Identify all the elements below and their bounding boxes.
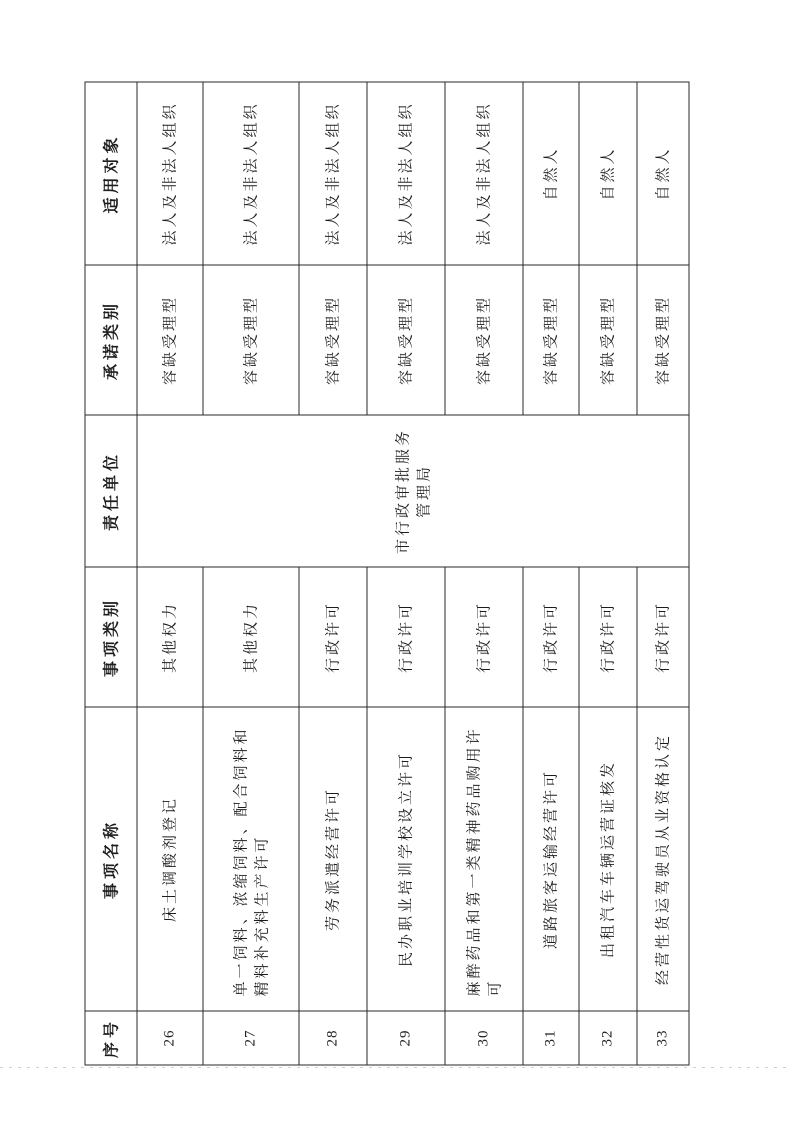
target-cell: 法人及非法人组织 [367,82,445,265]
responsible-unit-cell: 市行政审批服务管理局 [137,415,689,567]
target-cell: 法人及非法人组织 [445,82,523,265]
commit-type-cell: 容缺受理型 [445,265,523,415]
seq-cell: 29 [367,1011,445,1065]
seq-cell: 28 [299,1011,367,1065]
item-type-cell: 行政许可 [445,567,523,707]
seq-cell: 30 [445,1011,523,1065]
commit-type-cell: 容缺受理型 [367,265,445,415]
item-type-cell: 其他权力 [137,567,203,707]
rotated-table-container [84,82,688,1065]
seq-cell: 27 [203,1011,299,1065]
table-row [445,82,523,1065]
item-name-cell: 劳务派遣经营许可 [299,707,367,1011]
seq-cell: 32 [579,1011,637,1065]
table-row [523,82,579,1065]
item-type-cell: 行政许可 [367,567,445,707]
target-cell: 自然人 [637,82,689,265]
target-cell: 自然人 [523,82,579,265]
header-type: 事项类别 [85,567,137,707]
target-cell: 法人及非法人组织 [299,82,367,265]
header-target: 适用对象 [85,82,137,265]
document-table-area [84,82,688,1065]
commit-type-cell: 容缺受理型 [579,265,637,415]
commit-type-cell: 容缺受理型 [203,265,299,415]
item-name-cell: 床土调酸剂登记 [137,707,203,1011]
seq-cell: 31 [523,1011,579,1065]
header-name: 事项名称 [85,707,137,1011]
item-type-cell: 行政许可 [523,567,579,707]
commit-type-cell: 容缺受理型 [523,265,579,415]
seq-cell: 26 [137,1011,203,1065]
table-row [637,82,689,1065]
table-row [299,82,367,1065]
table-row [203,82,299,1065]
item-name-cell: 民办职业培训学校设立许可 [367,707,445,1011]
commitment-items-table [84,81,689,1065]
header-dept: 责任单位 [85,415,137,567]
item-name-cell: 出租汽车车辆运营证核发 [579,707,637,1011]
item-name-cell: 道路旅客运输经营许可 [523,707,579,1011]
scan-dotted-line [0,1067,792,1068]
commit-type-cell: 容缺受理型 [137,265,203,415]
target-cell: 法人及非法人组织 [137,82,203,265]
table-row [367,82,445,1065]
target-cell: 法人及非法人组织 [203,82,299,265]
header-seq: 序号 [85,1011,137,1065]
item-name-cell: 经营性货运驾驶员从业资格认定 [637,707,689,1011]
header-commit: 承诺类别 [85,265,137,415]
commit-type-cell: 容缺受理型 [637,265,689,415]
table-row [579,82,637,1065]
item-type-cell: 行政许可 [299,567,367,707]
seq-cell: 33 [637,1011,689,1065]
table-row [137,82,203,1065]
item-name-cell: 单一饲料、浓缩饲料、配合饲料和精料补充料生产许可 [203,707,299,1011]
item-type-cell: 行政许可 [637,567,689,707]
item-type-cell: 其他权力 [203,567,299,707]
item-type-cell: 行政许可 [579,567,637,707]
item-name-cell: 麻醉药品和第一类精神药品购用许可 [445,707,523,1011]
target-cell: 自然人 [579,82,637,265]
commit-type-cell: 容缺受理型 [299,265,367,415]
header-row [85,82,137,1065]
